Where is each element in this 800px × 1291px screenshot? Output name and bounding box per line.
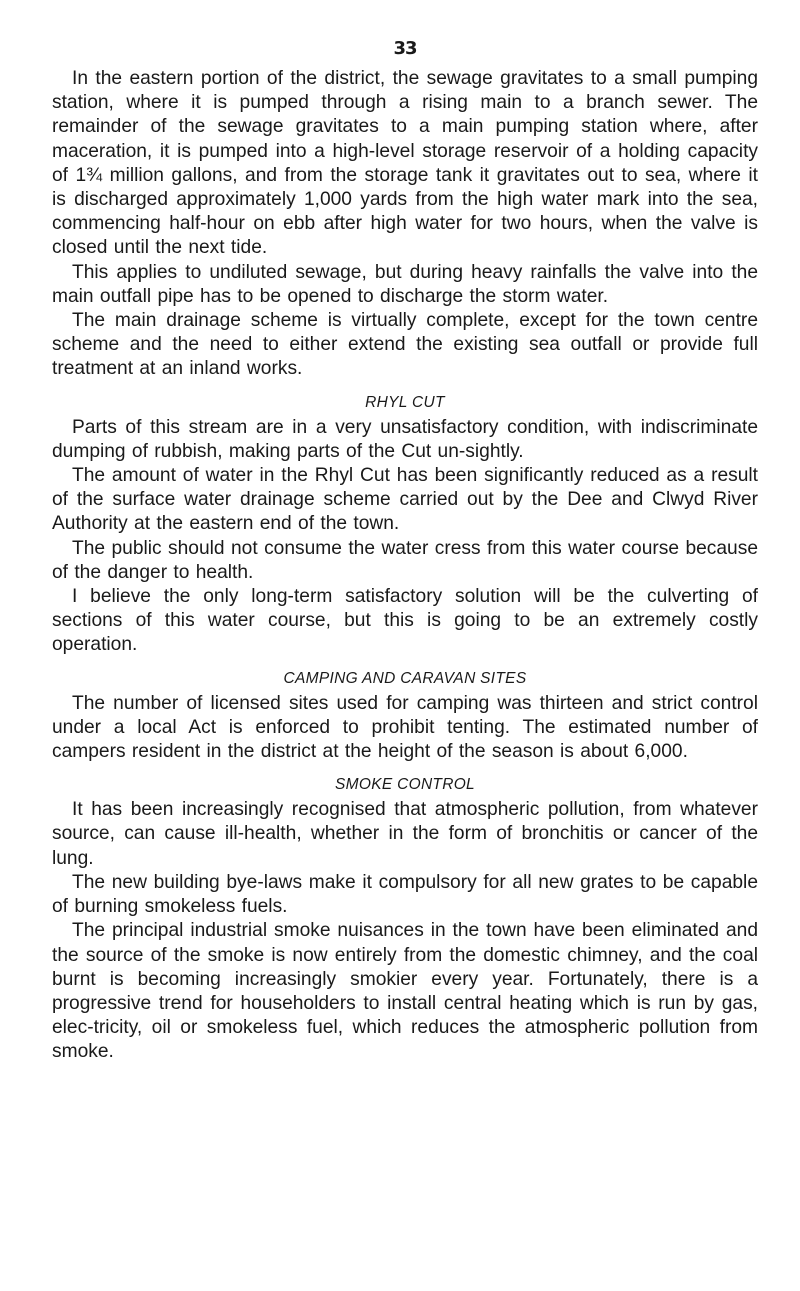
section-camping [52,670,758,765]
section-smoke-control [52,776,758,1064]
paragraph: The principal industrial smoke nuisances in the town have been eliminated and the source of the smoke is now entirely from the domestic chimney, and the coal burnt is becoming increasingly smokier every year. Fortunately, there is a progressive trend for householders to install central heating which is run by gas, elec-tricity, oil or smokeless fuel, which reduces the atmospheric pollution from smoke. [52,920,758,1063]
paragraph: The main drainage scheme is virtually complete, except for the town centre scheme and the need to either extend the existing sea outfall or provide full treatment at an inland works. [52,310,758,380]
paragraph: This applies to undiluted sewage, but during heavy rainfalls the valve into the main outfall pipe has to be opened to discharge the storm water. [52,261,758,307]
paragraph: It has been increasingly recognised that atmospheric pollution, from whatever source, can cause ill-health, whether in the form of bronchitis or cancer of the lung. [52,799,758,869]
section-heading: SMOKE CONTROL [335,776,475,794]
paragraph: The amount of water in the Rhyl Cut has been significantly reduced as a result of the surface water drainage scheme carried out by the Dee and Clwyd River Authority at the eastern end of the town. [52,465,758,535]
section-heading: CAMPING AND CARAVAN SITES [283,669,527,687]
paragraph: In the eastern portion of the district, the sewage gravitates to a small pumping station, where it is pumped through a rising main to a branch sewer. The remainder of the sewage gravitates to a main pumping station where, after maceration, it is pumped into a high-level storage reservoir of a holding capacity of 1¾ million gallons, and from the storage tank it gravitates out to sea, where it is discharged approximately 1,000 yards from the high water mark into the sea, commencing half-hour on ebb after high water for two hours, when the valve is closed until the next tide. [52,68,758,259]
paragraph: The number of licensed sites used for camping was thirteen and strict control under a local Act is enforced to prohibit tenting. The estimated number of campers resident in the district at the height of the season is about 6,000. [52,692,758,763]
paragraph: The new building bye-laws make it compulsory for all new grates to be capable of burning smokeless fuels. [52,871,758,918]
paragraph: I believe the only long-term satisfactory solution will be the culverting of sections of this water course, but this is going to be an extremely costly operation. [52,586,758,656]
section-rhyl-cut [52,394,758,658]
paragraph: The public should not consume the water cress from this water course because of the danger to health. [52,537,758,583]
section-heading: RHYL CUT [365,393,445,411]
page-number: 33 [393,38,417,59]
document-page [52,38,758,1065]
section-sewage [52,67,758,382]
paragraph: Parts of this stream are in a very unsatisfactory condition, with indiscriminate dumping of rubbish, making parts of the Cut un-sightly. [52,416,758,462]
